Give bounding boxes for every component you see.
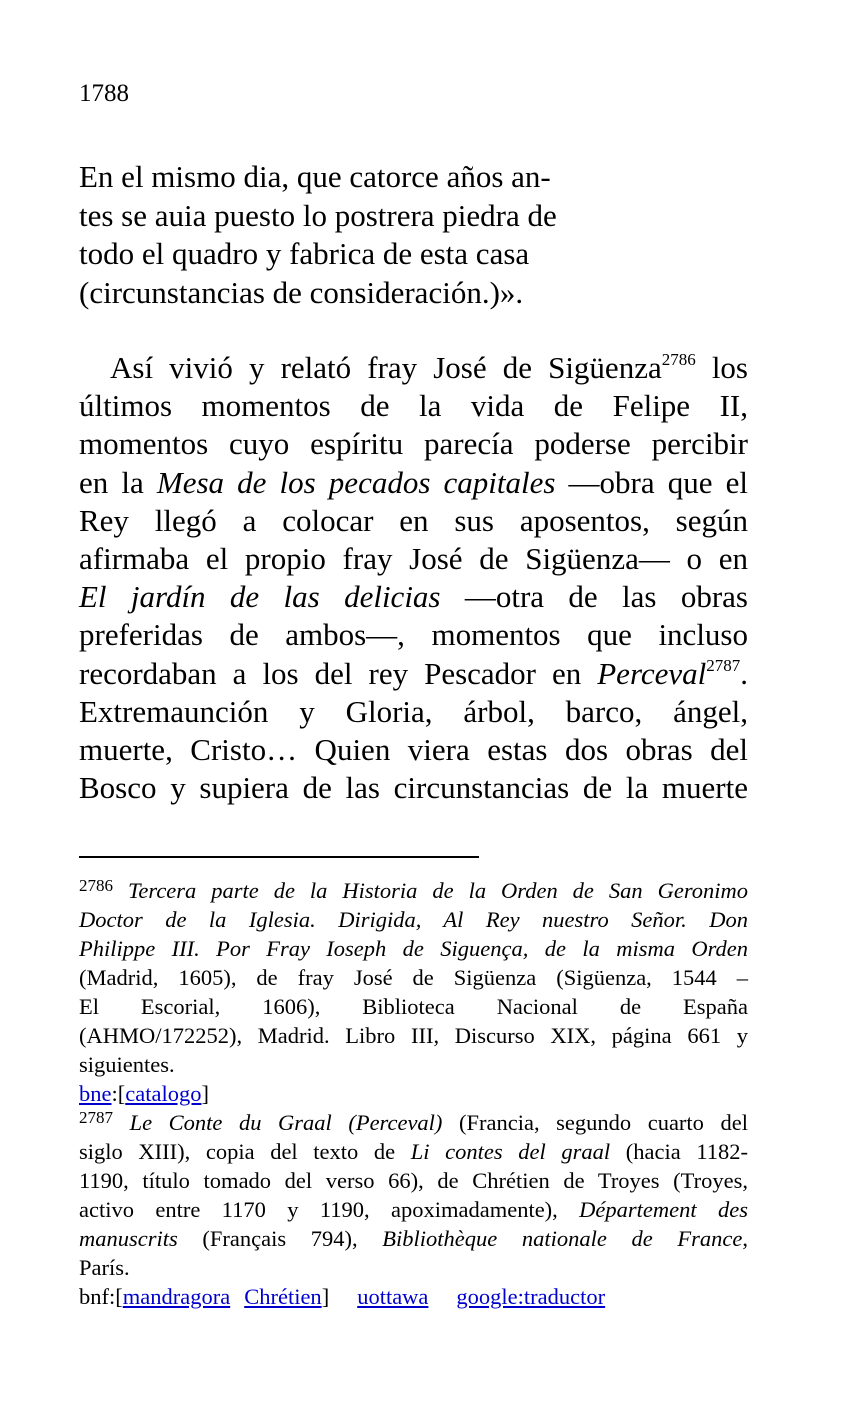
body-line xyxy=(79,578,748,616)
body-line: muerte, Cristo… Quien viera estas dos obras del xyxy=(79,731,748,767)
footnote-marker: 2787 xyxy=(79,1108,113,1127)
chretien-link[interactable]: Chrétien xyxy=(244,1284,322,1309)
footnote-text: (hacia 1182- xyxy=(610,1139,748,1164)
footnote-line xyxy=(79,1224,748,1253)
body-line xyxy=(79,349,748,387)
artwork-title: El jardín de las delicias xyxy=(79,579,441,615)
quote-line: tes se auia puesto lo postrera piedra de xyxy=(79,197,557,233)
body-line: últimos momentos de la vida de Felipe II, xyxy=(79,388,748,424)
footnote-line: El Escorial, 1606), Biblioteca Nacional de España xyxy=(79,994,748,1019)
footnote-text: activo entre 1170 y 1190, apoximadamente), xyxy=(79,1197,580,1222)
quote-line: En el mismo dia, que catorce años an- xyxy=(79,159,551,194)
footnote-separator xyxy=(79,856,479,858)
footnote-links xyxy=(79,1282,748,1311)
footnote-ref-2787[interactable]: 2787 xyxy=(706,655,741,675)
citation-title: Li contes del graal xyxy=(410,1139,611,1164)
citation-title: Doctor de la Iglesia. Dirigida, Al Rey nuestro Señor. Don xyxy=(79,907,748,932)
body-line xyxy=(79,655,748,693)
body-line: Extremaunción y Gloria, árbol, barco, ángel, xyxy=(79,693,748,729)
artwork-title: Mesa de los pecados capitales xyxy=(156,464,556,500)
link-separator: ] xyxy=(201,1081,209,1106)
footnote-text: , xyxy=(742,1226,748,1251)
body-text: los xyxy=(695,350,748,385)
body-line xyxy=(79,464,748,502)
footnote-line: París. xyxy=(79,1255,130,1280)
quote-line: todo el quadro y fabrica de esta casa xyxy=(79,236,530,271)
body-line: Bosco y supiera de las circunstancias de la muerte xyxy=(79,770,748,806)
body-line: Rey llegó a colocar en sus aposentos, según xyxy=(79,502,748,538)
body-line: preferidas de ambos—, momentos que incluso xyxy=(79,617,748,653)
footnotes xyxy=(79,876,748,1311)
footnote-line xyxy=(79,1108,748,1137)
footnote-text: siglo XIII), copia del texto de xyxy=(79,1139,411,1164)
google-traductor-link[interactable]: google:traductor xyxy=(456,1284,606,1309)
link-separator: :[ xyxy=(111,1081,126,1106)
mandragora-link[interactable]: mandragora xyxy=(122,1284,231,1309)
footnote-text: (Francia, segundo cuarto del xyxy=(442,1110,748,1135)
footnote-line xyxy=(79,905,748,934)
footnote-line xyxy=(79,1137,748,1166)
footnote-ref-2786[interactable]: 2786 xyxy=(661,350,696,369)
citation-title: Département des xyxy=(579,1197,748,1222)
quote-line: (circunstancias de consideración.)». xyxy=(79,274,524,310)
catalogo-link[interactable]: catalogo xyxy=(125,1081,202,1106)
link-separator: bnf:[ xyxy=(79,1284,123,1309)
footnote-line xyxy=(79,934,748,963)
work-title: Perceval xyxy=(597,655,707,691)
uottawa-link[interactable]: uottawa xyxy=(357,1284,429,1309)
bne-link[interactable]: bne xyxy=(79,1081,112,1106)
footnote-marker: 2786 xyxy=(79,876,113,895)
body-text: en la xyxy=(79,464,157,500)
page-number: 1788 xyxy=(79,80,129,107)
footnote-links xyxy=(79,1079,748,1108)
footnote-line: (Madrid, 1605), de fray José de Sigüenza (Sigüenza, 1544 – xyxy=(79,965,748,990)
citation-title: Le Conte du Graal (Perceval) xyxy=(113,1110,443,1135)
body-line: momentos cuyo espíritu parecía poderse percibir xyxy=(79,426,748,462)
link-separator: ] xyxy=(321,1284,330,1309)
footnote-text: (Français 794), xyxy=(177,1226,383,1251)
citation-title: Tercera parte de la Historia de la Orden de San Geronimo xyxy=(113,878,748,903)
body-line: afirmaba el propio fray José de Sigüenza— o en xyxy=(79,540,748,576)
footnote-line: 1190, título tomado del verso 66), de Chrétien de Troyes (Troyes, xyxy=(79,1168,748,1193)
footnote-line: siguientes. xyxy=(79,1052,175,1077)
quote-block xyxy=(79,158,639,312)
body-text: —obra que el xyxy=(555,464,749,500)
body-text: . xyxy=(740,655,748,691)
citation-title: Bibliothèque nationale de France xyxy=(382,1226,743,1251)
citation-title: Philippe III. Por Fray Ioseph de Siguença, de la misma Orden xyxy=(79,936,748,961)
body-paragraph xyxy=(79,349,748,807)
body-text: Así vivió y relató fray José de Sigüenza xyxy=(110,350,662,385)
footnote-line xyxy=(79,876,748,905)
body-text: recordaban a los del rey Pescador en xyxy=(79,655,598,691)
footnote-line: (AHMO/172252), Madrid. Libro III, Discurso XIX, página 661 y xyxy=(79,1023,748,1048)
footnote-line xyxy=(79,1195,748,1224)
body-text: —otra de las obras xyxy=(440,579,748,615)
citation-title: manuscrits xyxy=(79,1226,178,1251)
